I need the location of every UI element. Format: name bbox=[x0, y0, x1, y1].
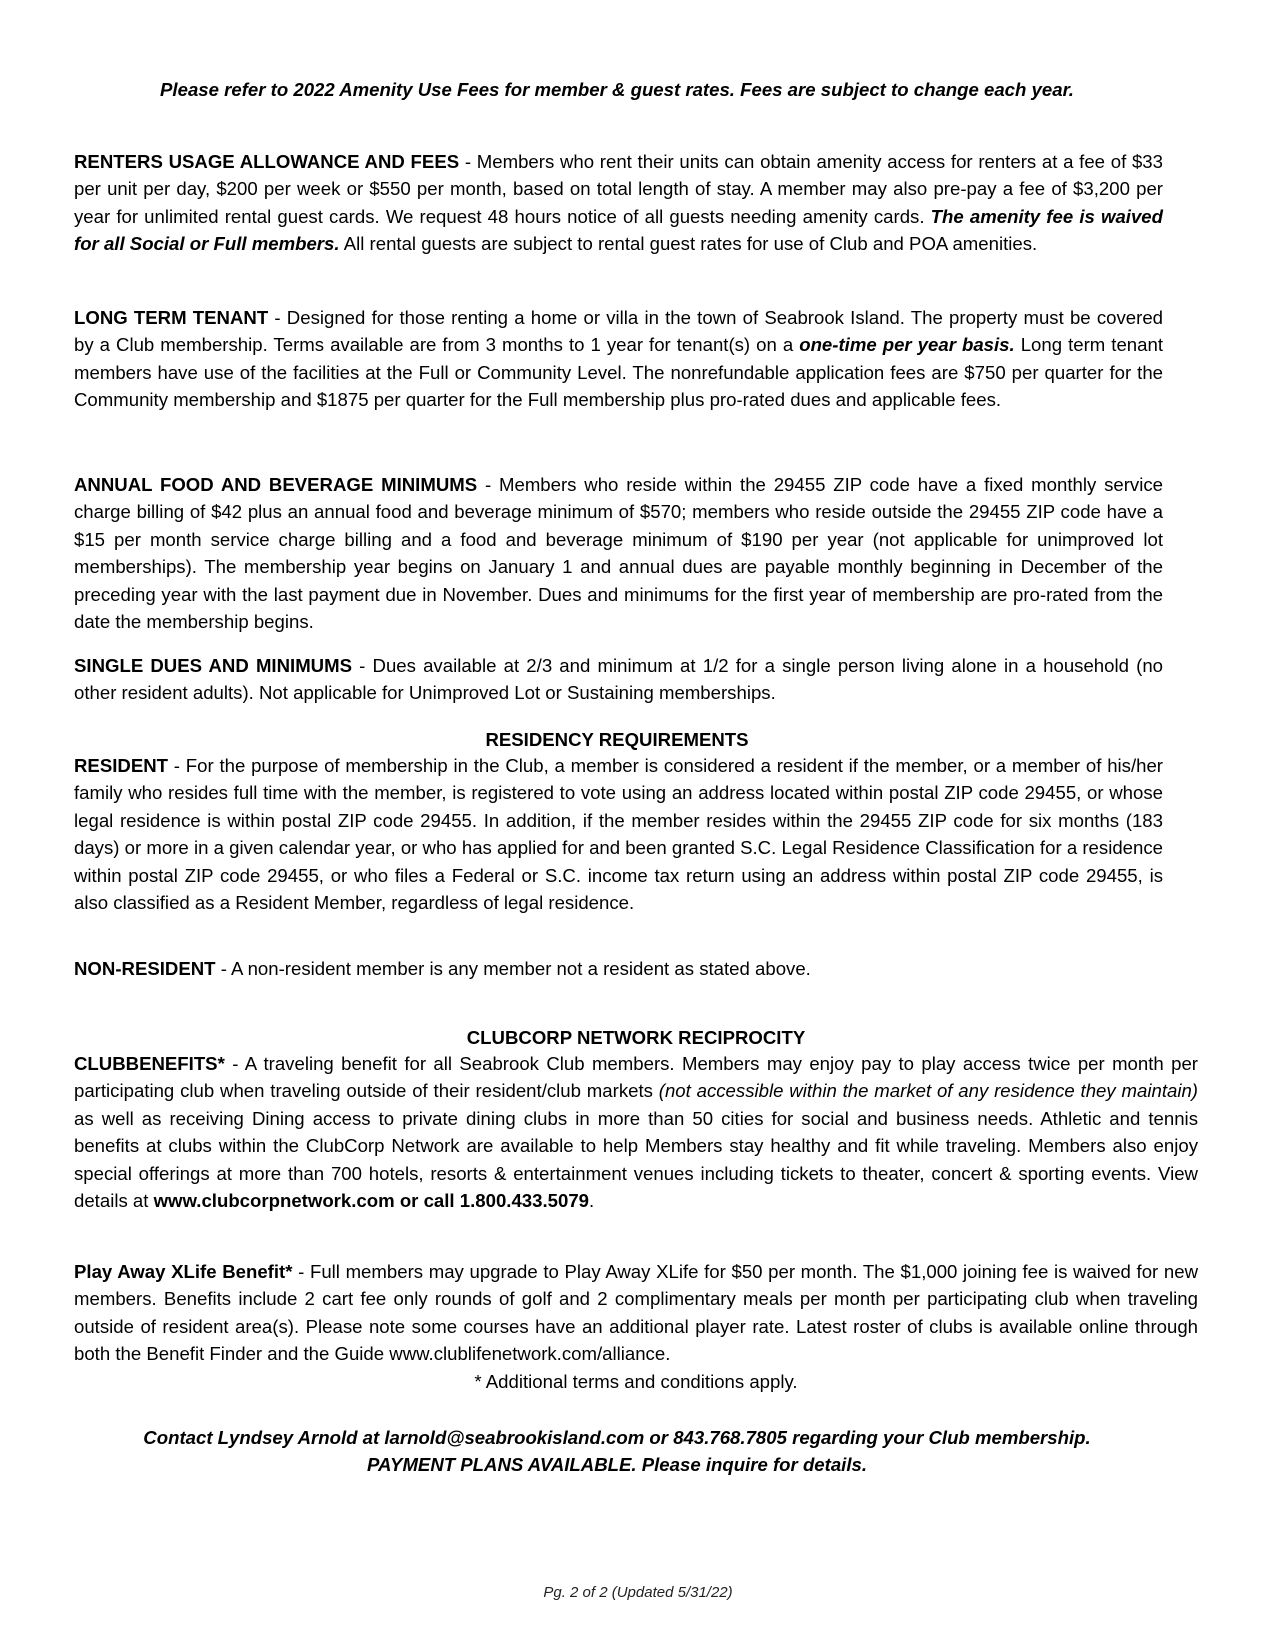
nonresident-section bbox=[74, 955, 1163, 982]
resident-text: - For the purpose of membership in the Club, a member is considered a resident if the member, or a member of his/her family who resides full time with the member, is registered to vote using an address located within postal ZIP code 29455, or whose legal residence is within postal ZIP code 29455. In addition, if the member resides within the 29455 ZIP code for six months (183 days) or more in a given calendar year, or who has applied for and been granted S.C. Legal Residence Classification for a residence within postal ZIP code 29455, or who files a Federal or S.C. income tax return using an address within postal ZIP code 29455, is also classified as a Resident Member, regardless of legal residence. bbox=[74, 755, 1163, 914]
renters-section bbox=[74, 148, 1163, 258]
residency-heading: RESIDENCY REQUIREMENTS bbox=[485, 729, 749, 750]
tenant-emphasis: one-time per year basis. bbox=[799, 334, 1015, 356]
clubbenefits-text-1: - A traveling benefit for all Seabrook Club members. Members may enjoy pay to play access twice per month per participating club when traveling outside of their resident/club markets bbox=[74, 1053, 1198, 1102]
renters-text-2: All rental guests are subject to rental guest rates for use of Club and POA amenities. bbox=[339, 233, 1038, 255]
clubbenefits-title: CLUBBENEFITS* bbox=[74, 1053, 225, 1074]
renters-title: RENTERS USAGE ALLOWANCE AND FEES bbox=[74, 151, 460, 172]
single-section bbox=[74, 652, 1163, 707]
tenant-section bbox=[74, 304, 1163, 414]
renters-text-1: - Members who rent their units can obtain amenity access for renters at a fee of $33 per unit per day, $200 per week or $550 per month, based on total length of stay. A member may also pre-pay a fee of $3,200 per year for unlimited rental guest cards. We request 48 hours notice of all guests needing amenity cards. bbox=[74, 151, 1163, 227]
clubbenefits-italic: (not accessible within the market of any residence they maintain) bbox=[658, 1080, 1198, 1102]
renters-emphasis: The amenity fee is waived for all Social or Full members. bbox=[74, 205, 1163, 255]
xlife-section bbox=[74, 1258, 1198, 1368]
resident-title: RESIDENT bbox=[74, 755, 169, 776]
contact-line-1: Contact Lyndsey Arnold at larnold@seabrookisland.com or 843.768.7805 regarding your Club membership. bbox=[143, 1427, 1091, 1448]
nonresident-title: NON-RESIDENT bbox=[74, 958, 216, 979]
clubbenefits-end: . bbox=[589, 1190, 595, 1212]
network-heading: CLUBCORP NETWORK RECIPROCITY bbox=[466, 1027, 806, 1048]
fee-notice: Please refer to 2022 Amenity Use Fees for member & guest rates. Fees are subject to change each year. bbox=[160, 79, 1074, 100]
tenant-title: LONG TERM TENANT bbox=[74, 307, 269, 328]
food-section bbox=[74, 471, 1163, 635]
clubbenefits-section bbox=[74, 1050, 1198, 1214]
food-text: - Members who reside within the 29455 ZIP code have a fixed monthly service charge billing of $42 plus an annual food and beverage minimum of $570; members who reside outside the 29455 ZIP code have a $15 per month service charge billing and a food and beverage minimum of $190 per year (not applicable for unimproved lot memberships). The membership year begins on January 1 and annual dues are payable monthly beginning in December of the preceding year with the last payment due in November. Dues and minimums for the first year of membership are pro-rated from the date the membership begins. bbox=[74, 474, 1163, 633]
single-title: SINGLE DUES AND MINIMUMS bbox=[74, 655, 353, 676]
tenant-text-1: - Designed for those renting a home or villa in the town of Seabrook Island. The property must be covered by a Club membership. Terms available are from 3 months to 1 year for tenant(s) on a bbox=[74, 307, 1163, 356]
clubcorp-link[interactable]: www.clubcorpnetwork.com or call 1.800.433.5079 bbox=[153, 1190, 590, 1212]
food-title: ANNUAL FOOD AND BEVERAGE MINIMUMS bbox=[74, 474, 478, 495]
xlife-title: Play Away XLife Benefit* bbox=[74, 1261, 293, 1282]
xlife-text: - Full members may upgrade to Play Away XLife for $50 per month. The $1,000 joining fee is waived for new members. Benefits include 2 cart fee only rounds of golf and 2 complimentary meals per month per participating club when traveling outside of resident area(s). Please note some courses have an additional player rate. Latest roster of clubs is available online through both the Benefit Finder and the Guide www.clublifenetwork.com/alliance. bbox=[74, 1261, 1198, 1365]
resident-section bbox=[74, 752, 1163, 916]
single-text: - Dues available at 2/3 and minimum at 1/2 for a single person living alone in a household (no other resident adults). Not applicable for Unimproved Lot or Sustaining memberships. bbox=[74, 655, 1163, 704]
contact-line-2: PAYMENT PLANS AVAILABLE. Please inquire for details. bbox=[366, 1454, 868, 1476]
clubbenefits-text-2: as well as receiving Dining access to private dining clubs in more than 50 cities for social and business needs. Athletic and tennis benefits at clubs within the ClubCorp Network are available to help Members stay healthy and fit while traveling. Members also enjoy special offerings at more than 700 hotels, resorts & entertainment venues including tickets to theater, concert & sporting events. View details at bbox=[74, 1107, 1198, 1212]
nonresident-text: - A non-resident member is any member not a resident as stated above. bbox=[215, 958, 811, 979]
tenant-text-2: Long term tenant members have use of the facilities at the Full or Community Level. The nonrefundable application fees are $750 per quarter for the Community membership and $1875 per quarter for the Full membership plus pro-rated dues and applicable fees. bbox=[74, 334, 1163, 411]
contact-block bbox=[74, 1424, 1160, 1479]
terms-note: * Additional terms and conditions apply. bbox=[474, 1371, 798, 1392]
page-footer: Pg. 2 of 2 (Updated 5/31/22) bbox=[543, 1584, 733, 1601]
